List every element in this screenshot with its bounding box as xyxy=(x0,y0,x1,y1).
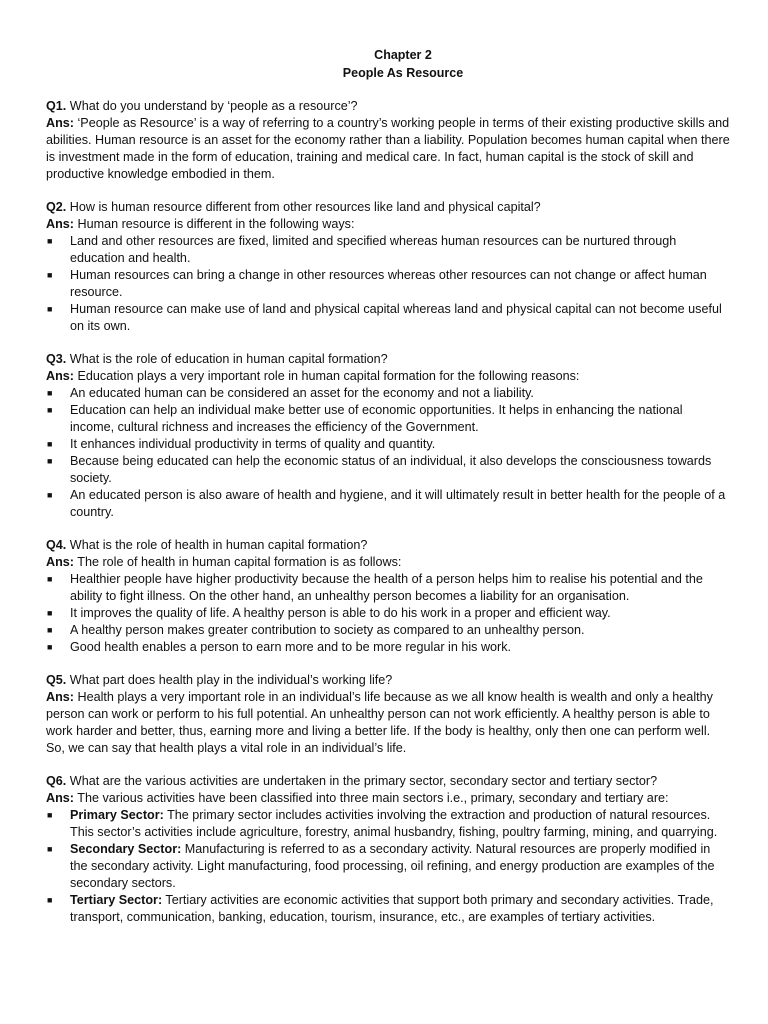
sector-term: Primary Sector: xyxy=(70,808,164,822)
list-item xyxy=(46,233,730,267)
bullet-icon: ■ xyxy=(47,625,53,635)
answer-q2 xyxy=(46,216,730,233)
list-item-text: An educated person is also aware of health and hygiene, and it will ultimately result in better health for the people of a country. xyxy=(70,488,726,519)
bullet-list xyxy=(46,385,730,521)
answer-q6 xyxy=(46,790,730,807)
list-item xyxy=(46,571,730,605)
sector-term: Secondary Sector: xyxy=(70,842,182,856)
list-item-text: It enhances individual productivity in terms of quality and quantity. xyxy=(70,437,436,451)
answer-q3 xyxy=(46,368,730,385)
answer-label: Ans: xyxy=(46,369,74,383)
answer-label: Ans: xyxy=(46,690,74,704)
answer-label: Ans: xyxy=(46,555,74,569)
list-item xyxy=(46,605,730,622)
answer-label: Ans: xyxy=(46,791,74,805)
list-item-text: Manufacturing is referred to as a secondary activity. Natural resources are properly modified in the secondary activity. Light manufacturing, food processing, oil refining, and energy production are examples of the secondary sectors. xyxy=(70,842,715,890)
list-item-text: Good health enables a person to earn more and to be more regular in his work. xyxy=(70,640,512,654)
question-q5 xyxy=(46,672,730,689)
bullet-icon: ■ xyxy=(47,439,53,449)
bullet-icon: ■ xyxy=(47,608,53,618)
list-item-text: An educated human can be considered an asset for the economy and not a liability. xyxy=(70,386,534,400)
list-item xyxy=(46,436,730,453)
bullet-icon: ■ xyxy=(47,236,53,246)
page-title: People As Resource xyxy=(342,66,464,80)
list-item xyxy=(46,301,730,335)
answer-label: Ans: xyxy=(46,116,74,130)
bullet-icon: ■ xyxy=(47,490,53,500)
list-item-text: Tertiary activities are economic activities that support both primary and secondary activities. Trade, transport, communication, banking, education, tourism, insurance, etc., are examples of tertiary activities. xyxy=(70,893,714,924)
bullet-icon: ■ xyxy=(47,642,53,652)
question-q6 xyxy=(46,773,730,790)
question-label: Q6. xyxy=(46,774,67,788)
question-q2 xyxy=(46,199,730,216)
qa-block-q1 xyxy=(46,98,730,183)
answer-label: Ans: xyxy=(46,217,74,231)
bullet-icon: ■ xyxy=(47,405,53,415)
list-item xyxy=(46,487,730,521)
list-item xyxy=(46,453,730,487)
answer-text: The various activities have been classified into three main sectors i.e., primary, secondary and tertiary are: xyxy=(74,791,669,805)
question-label: Q4. xyxy=(46,538,67,552)
bullet-icon: ■ xyxy=(47,574,53,584)
list-item-text: The primary sector includes activities involving the extraction and production of natural resources. This sector’s activities include agriculture, forestry, animal husbandry, fishing, poultry farming, mining, and quarrying. xyxy=(70,808,718,839)
list-item-text: Education can help an individual make better use of economic opportunities. It helps in enhancing the national income, cultural richness and increases the efficiency of the Government. xyxy=(70,403,683,434)
list-item-text: Because being educated can help the economic status of an individual, it also develops the consciousness towards society. xyxy=(70,454,712,485)
question-text: What is the role of education in human capital formation? xyxy=(66,352,388,366)
bullet-icon: ■ xyxy=(47,304,53,314)
chapter-heading: Chapter 2 xyxy=(374,48,432,62)
question-text: What part does health play in the individual’s working life? xyxy=(66,673,393,687)
sector-term: Tertiary Sector: xyxy=(70,893,163,907)
bullet-list xyxy=(46,807,730,926)
qa-block-q5 xyxy=(46,672,730,757)
bullet-icon: ■ xyxy=(47,895,53,905)
bullet-list xyxy=(46,571,730,656)
answer-q5 xyxy=(46,689,730,757)
bullet-icon: ■ xyxy=(47,270,53,280)
qa-block-q4 xyxy=(46,537,730,656)
qa-block-q3 xyxy=(46,351,730,521)
bullet-list xyxy=(46,233,730,335)
list-item-text: Human resource can make use of land and physical capital whereas land and physical capital can not become useful on its own. xyxy=(70,302,722,333)
list-item xyxy=(46,385,730,402)
list-item xyxy=(46,402,730,436)
list-item xyxy=(46,807,730,841)
question-q1 xyxy=(46,98,730,115)
question-q4 xyxy=(46,537,730,554)
bullet-icon: ■ xyxy=(47,456,53,466)
bullet-icon: ■ xyxy=(47,810,53,820)
answer-text: Education plays a very important role in human capital formation for the following reasons: xyxy=(74,369,580,383)
question-text: How is human resource different from other resources like land and physical capital? xyxy=(66,200,541,214)
list-item-text: Land and other resources are fixed, limited and specified whereas human resources can be nurtured through education and health. xyxy=(70,234,677,265)
answer-text: ‘People as Resource’ is a way of referring to a country’s working people in terms of their existing productive skills and abilities. Human resource is an asset for the economy rather than a liability. Population becomes human capital when there is investment made in the form of education, training and medical care. In fact, human capital is the stock of skill and productive knowledge embodied in them. xyxy=(46,116,730,181)
bullet-icon: ■ xyxy=(47,844,53,854)
list-item xyxy=(46,639,730,656)
list-item xyxy=(46,841,730,892)
qa-block-q6 xyxy=(46,773,730,926)
answer-q1 xyxy=(46,115,730,183)
list-item-text: It improves the quality of life. A healthy person is able to do his work in a proper and efficient way. xyxy=(70,606,611,620)
list-item-text: Human resources can bring a change in other resources whereas other resources can not change or affect human resource. xyxy=(70,268,707,299)
answer-q4 xyxy=(46,554,730,571)
question-text: What do you understand by ‘people as a resource’? xyxy=(66,99,358,113)
list-item xyxy=(46,622,730,639)
bullet-icon: ■ xyxy=(47,388,53,398)
question-q3 xyxy=(46,351,730,368)
list-item-text: Healthier people have higher productivity because the health of a person helps him to realise his potential and the ability to fight illness. On the other hand, an unhealthy person becomes a liability for an organisation. xyxy=(70,572,703,603)
answer-text: The role of health in human capital formation is as follows: xyxy=(74,555,402,569)
list-item xyxy=(46,267,730,301)
answer-text: Health plays a very important role in an individual’s life because as we all know health is wealth and only a healthy person can work or perform to his full potential. An unhealthy person can not work efficiently. A healthy person is able to work harder and better, thus, earning more and living a better life. If the body is healthy, only then one can perform well. So, we can say that health plays a vital role in an individual’s life. xyxy=(46,690,713,755)
list-item xyxy=(46,892,730,926)
question-label: Q3. xyxy=(46,352,67,366)
question-text: What are the various activities are undertaken in the primary sector, secondary sector and tertiary sector? xyxy=(66,774,658,788)
question-text: What is the role of health in human capital formation? xyxy=(66,538,368,552)
qa-block-q2 xyxy=(46,199,730,335)
question-label: Q2. xyxy=(46,200,67,214)
question-label: Q5. xyxy=(46,673,67,687)
list-item-text: A healthy person makes greater contribution to society as compared to an unhealthy person. xyxy=(70,623,585,637)
question-label: Q1. xyxy=(46,99,67,113)
answer-text: Human resource is different in the following ways: xyxy=(74,217,355,231)
